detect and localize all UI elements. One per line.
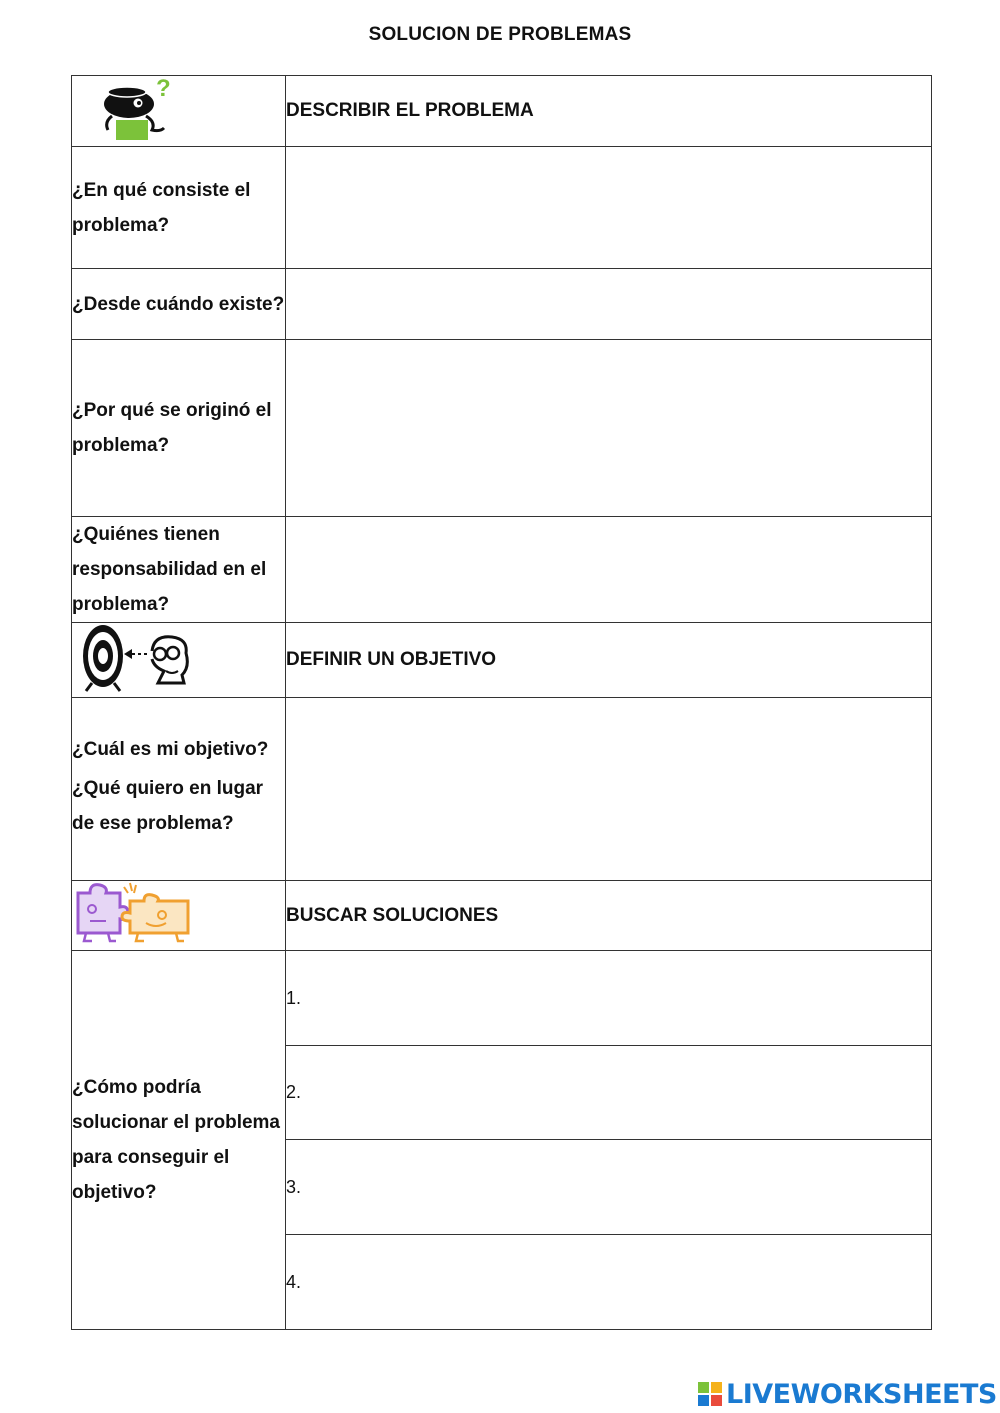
question-what-objective: ¿Cuál es mi objetivo?	[72, 738, 269, 760]
question-row	[72, 269, 932, 340]
solutions-icon-cell	[72, 881, 286, 951]
answer-since-when-field[interactable]	[286, 269, 932, 340]
solution-4-field[interactable]: 4.	[286, 1235, 932, 1330]
question-how-solve: ¿Cómo podría solucionar el problema para conseguir el objetivo?	[72, 951, 286, 1330]
answer-why-originated-field[interactable]	[286, 340, 932, 517]
liveworksheets-logo[interactable]	[698, 1378, 997, 1410]
brand-name: LIVEWORKSHEETS	[726, 1378, 997, 1410]
describe-icon-cell	[72, 76, 286, 147]
question-what-instead: ¿Qué quiero en lugar de ese problema?	[72, 777, 264, 834]
solution-3-field[interactable]: 3.	[286, 1140, 932, 1235]
objective-icon-cell	[72, 623, 286, 698]
thinking-figure-icon	[72, 76, 286, 141]
worksheet-table	[71, 75, 932, 1330]
liveworksheets-logo-icon	[698, 1382, 722, 1406]
page-title: SOLUCION DE PROBLEMAS	[368, 24, 632, 45]
objective-heading: DEFINIR UN OBJETIVO	[286, 623, 932, 698]
answer-responsibility-field[interactable]	[286, 517, 932, 623]
question-row	[72, 517, 932, 623]
solution-row	[72, 951, 932, 1046]
svg-text:?: ?	[156, 76, 171, 102]
question-responsibility: ¿Quiénes tienen responsabilidad en el problema?	[72, 517, 286, 623]
answer-consists-field[interactable]	[286, 147, 932, 269]
puzzle-pieces-icon	[72, 881, 286, 945]
question-row	[72, 147, 932, 269]
question-objective-cell	[72, 698, 286, 881]
solutions-header-row	[72, 881, 932, 951]
solution-2-field[interactable]: 2.	[286, 1046, 932, 1140]
solutions-heading: BUSCAR SOLUCIONES	[286, 881, 932, 951]
question-since-when: ¿Desde cuándo existe?	[72, 269, 286, 340]
target-icon	[72, 623, 286, 692]
answer-objective-field[interactable]	[286, 698, 932, 881]
question-consists: ¿En qué consiste el problema?	[72, 147, 286, 269]
question-row	[72, 340, 932, 517]
objective-header-row	[72, 623, 932, 698]
describe-heading: DESCRIBIR EL PROBLEMA	[286, 76, 932, 147]
solution-1-field[interactable]: 1.	[286, 951, 932, 1046]
question-why-originated: ¿Por qué se originó el problema?	[72, 340, 286, 517]
describe-header-row	[72, 76, 932, 147]
question-row	[72, 698, 932, 881]
